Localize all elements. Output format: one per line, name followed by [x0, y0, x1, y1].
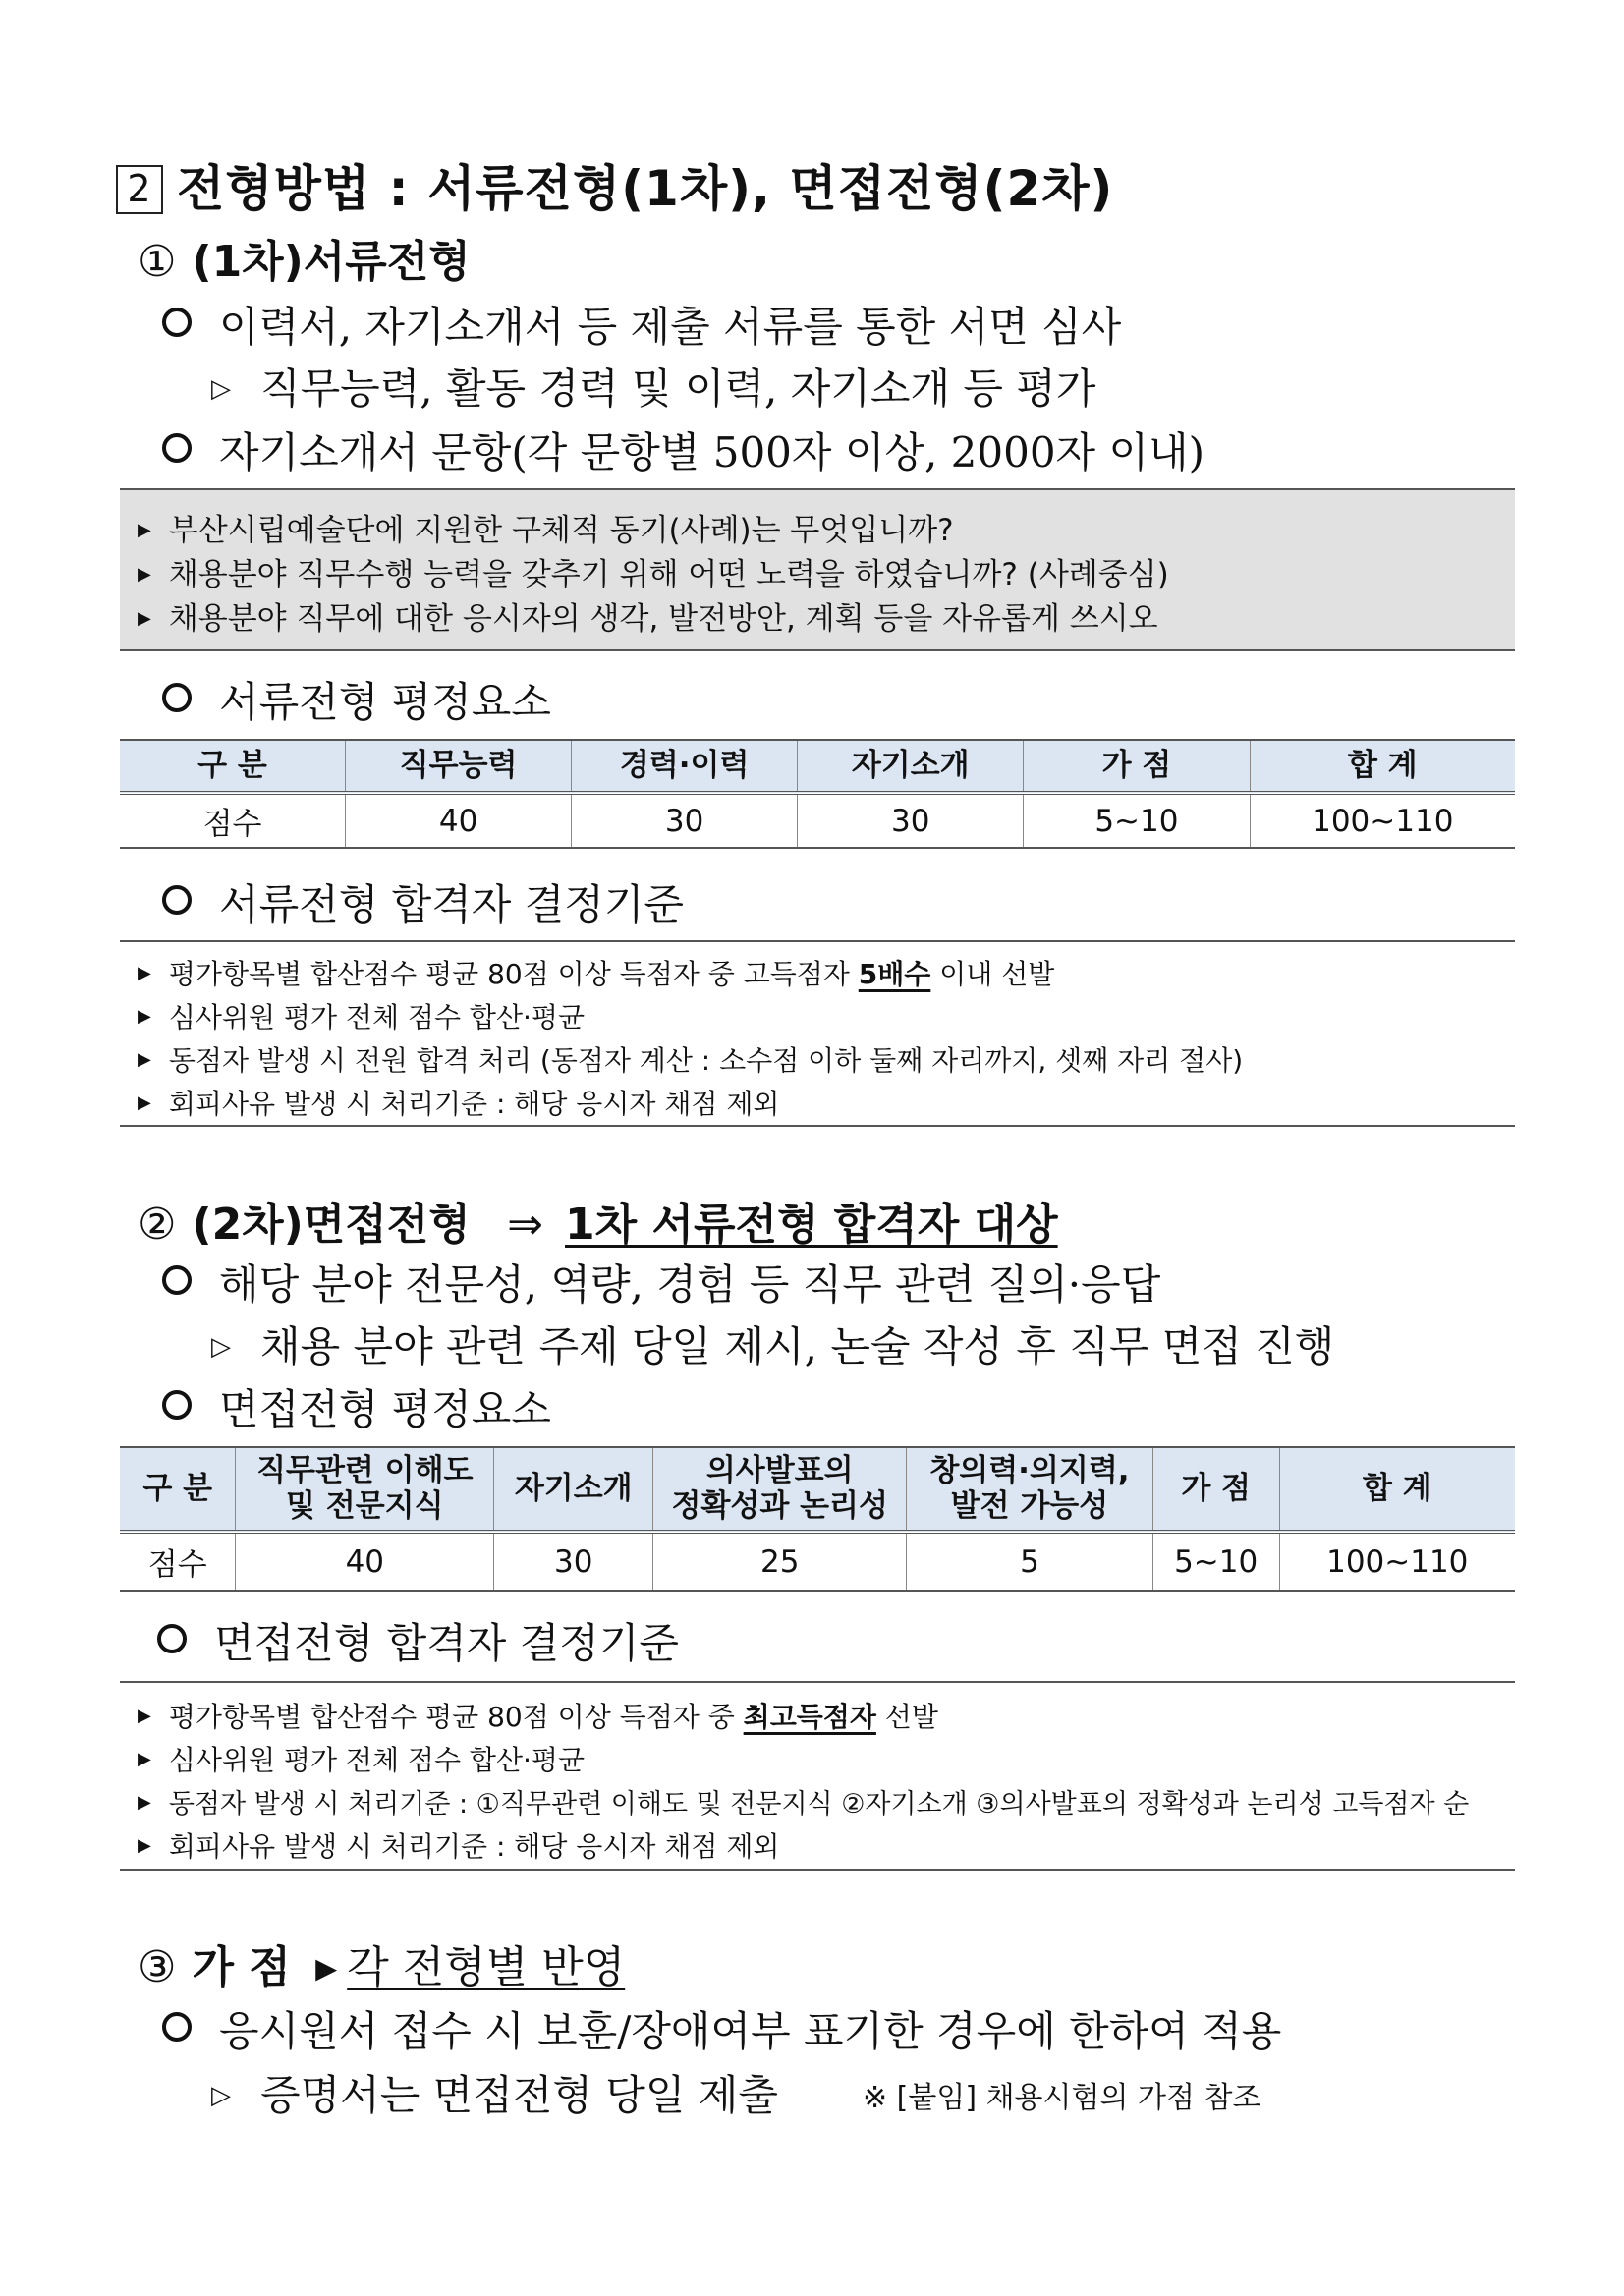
step1-pass-heading: 서류전형 합격자 결정기준: [162, 872, 684, 931]
section-heading: [116, 149, 1113, 220]
step2-eval-heading: 면접전형 평정요소: [162, 1377, 551, 1436]
step1-eval-heading: 서류전형 평정요소: [162, 670, 551, 729]
arrow-right-icon: ▶: [138, 1049, 151, 1070]
triangle-marker-icon: ▷: [211, 2081, 231, 2110]
table-cell: 5~10: [1024, 793, 1250, 848]
step1-number: ①: [138, 237, 177, 287]
step2-pass-heading: 면접전형 합격자 결정기준: [157, 1611, 679, 1670]
circle-bullet-icon: [162, 2012, 192, 2042]
step2-number: ②: [138, 1200, 177, 1250]
step2-sub-1: ▷ 채용 분야 관련 주제 당일 제시, 논술 작성 후 직무 면접 진행: [211, 1322, 1335, 1371]
circle-bullet-icon: [162, 885, 192, 915]
circle-bullet-icon: [162, 1390, 192, 1420]
divider: [120, 1681, 1515, 1683]
table-cell: 100~110: [1250, 793, 1515, 848]
table-header: 자기소개: [798, 740, 1024, 793]
arrow-right-icon: ▶: [138, 1835, 151, 1856]
divider: [120, 940, 1515, 942]
table-header: 의사발표의 정확성과 논리성: [653, 1447, 907, 1532]
circle-bullet-icon: [162, 683, 192, 712]
table-header: 가 점: [1024, 740, 1250, 793]
table-header: 구 분: [120, 740, 346, 793]
table-cell: 30: [494, 1532, 653, 1591]
table-header: 창의력·의지력, 발전 가능성: [907, 1447, 1153, 1532]
arrow-right-icon: ▶: [138, 963, 151, 983]
emphasis: 최고득점자: [743, 1701, 876, 1733]
table-header: 합 계: [1279, 1447, 1515, 1532]
section-title: 전형방법 : 서류전형(1차), 면접전형(2차): [177, 160, 1114, 217]
step1-bullet-1: 이력서, 자기소개서 등 제출 서류를 통한 서면 심사: [162, 295, 1121, 354]
criteria-item: ▶ 동점자 발생 시 처리기준 : ①직무관련 이해도 및 전문지식 ②자기소개 ③의사발표의 정확성과 논리성 고득점자 순: [138, 1789, 1470, 1820]
step3-bullet-1: 응시원서 접수 시 보훈/장애여부 표기한 경우에 한하여 적용: [162, 1999, 1281, 2058]
table-cell: 5~10: [1152, 1532, 1279, 1591]
table-cell: 30: [572, 793, 798, 848]
criteria-item: ▶ 평가항목별 합산점수 평균 80점 이상 득점자 중 최고득점자 선발: [138, 1701, 938, 1733]
triangle-marker-icon: ▷: [211, 374, 231, 404]
arrow-right-icon: ▶: [138, 1092, 151, 1113]
step1-heading: [138, 226, 471, 289]
step3-sub-1: ▷ 증명서는 면접전형 당일 제출: [211, 2071, 778, 2119]
criteria-item: ▶ 회피사유 발생 시 처리기준 : 해당 응시자 채점 제외: [138, 1830, 780, 1863]
table-cell: 5: [907, 1532, 1153, 1591]
arrow-right-icon: ▶: [138, 608, 151, 629]
table-header: 자기소개: [494, 1447, 653, 1532]
circle-bullet-icon: [162, 433, 192, 463]
question-item: ▶ 채용분야 직무에 대한 응시자의 생각, 발전방안, 계획 등을 자유롭게 쓰시오: [138, 601, 1158, 637]
question-item: ▶ 채용분야 직무수행 능력을 갖추기 위해 어떤 노력을 하였습니까? (사례중심): [138, 557, 1169, 592]
table-header: 경력·이력: [572, 740, 798, 793]
question-item: ▶ 부산시립예술단에 지원한 구체적 동기(사례)는 무엇입니까?: [138, 513, 954, 548]
circle-bullet-icon: [157, 1624, 187, 1653]
table-cell: 25: [653, 1532, 907, 1591]
table-header: 가 점: [1152, 1447, 1279, 1532]
arrow-right-icon: ▶: [138, 1749, 151, 1769]
divider: [120, 1869, 1515, 1871]
table-header: 직무능력: [346, 740, 572, 793]
table-cell: 40: [236, 1532, 494, 1591]
arrow-right-icon: ▶: [138, 1006, 151, 1027]
criteria-item: ▶ 심사위원 평가 전체 점수 합산·평균: [138, 1001, 586, 1034]
table-header: 직무관련 이해도 및 전문지식: [236, 1447, 494, 1532]
arrow-right-icon: ▶: [138, 520, 151, 540]
step3-number: ③: [138, 1942, 177, 1992]
arrow-right-icon: ▶: [138, 1792, 151, 1813]
table-header: 합 계: [1250, 740, 1515, 793]
table-cell: 40: [346, 793, 572, 848]
criteria-item: ▶ 회피사유 발생 시 처리기준 : 해당 응시자 채점 제외: [138, 1088, 780, 1120]
section-number: 2: [116, 165, 163, 214]
step2-heading: [138, 1189, 1058, 1252]
table-cell: 점수: [120, 793, 346, 848]
step1-bullet-2: 자기소개서 문항(각 문항별 500자 이상, 2000자 이내): [162, 420, 1204, 479]
step3-target: 각 전형별 반영: [347, 1942, 626, 1992]
table-cell: 30: [798, 793, 1024, 848]
arrow-right-icon: ▶: [138, 564, 151, 585]
criteria-item: ▶ 심사위원 평가 전체 점수 합산·평균: [138, 1744, 586, 1776]
table-cell: 점수: [120, 1532, 236, 1591]
step1-title: (1차)서류전형: [192, 237, 471, 287]
play-marker-icon: ▸: [315, 1942, 338, 1992]
divider: [120, 1125, 1515, 1127]
step3-heading: [138, 1932, 625, 1994]
criteria-item: ▶ 동점자 발생 시 전원 합격 처리 (동점자 계산 : 소수점 이하 둘째 자리까지, 셋째 자리 절사): [138, 1044, 1244, 1077]
step2-bullet-1: 해당 분야 전문성, 역량, 경험 등 직무 관련 질의·응답: [162, 1253, 1160, 1312]
circle-bullet-icon: [162, 1265, 192, 1295]
circle-bullet-icon: [162, 308, 192, 337]
table-header: 구 분: [120, 1447, 236, 1532]
emphasis: 5배수: [858, 958, 931, 990]
step3-note: ※ [붙임] 채용시험의 가점 참조: [863, 2081, 1261, 2115]
step2-target: 1차 서류전형 합격자 대상: [565, 1200, 1058, 1250]
interview-eval-table: [120, 1446, 1515, 1592]
criteria-item: ▶ 평가항목별 합산점수 평균 80점 이상 득점자 중 고득점자 5배수 이내 선발: [138, 958, 1055, 990]
step2-arrow: ⇒: [507, 1200, 544, 1250]
arrow-right-icon: ▶: [138, 1706, 151, 1726]
document-eval-table: [120, 739, 1515, 849]
step3-title: 가 점: [192, 1942, 291, 1992]
table-cell: 100~110: [1279, 1532, 1515, 1591]
step1-sub-1: ▷ 직무능력, 활동 경력 및 이력, 자기소개 등 평가: [211, 364, 1096, 413]
triangle-marker-icon: ▷: [211, 1332, 231, 1362]
step2-title: (2차)면접전형: [192, 1200, 471, 1250]
